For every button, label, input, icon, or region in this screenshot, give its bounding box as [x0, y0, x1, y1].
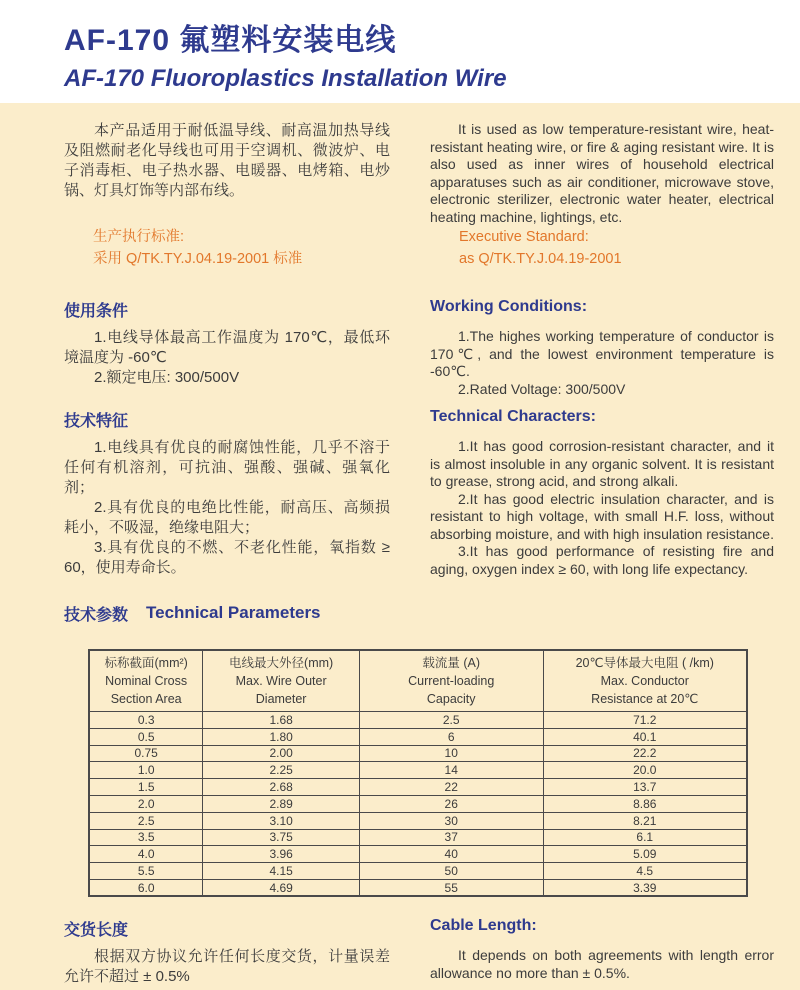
- technical-character-item-en: 1.It has good corrosion-resistant character, and it is almost insoluble in any organic solvent. It is resistant to grease, strong acid, and strong alkali.: [430, 438, 774, 489]
- technical-character-item-en: 2.It has good electric insulation character, and is resistant to high voltage, with small H.F. loss, without absorbing moisture, and with high insulation resistance.: [430, 490, 774, 542]
- table-cell: 40.1: [543, 728, 747, 745]
- working-condition-item-en: 1.The highes working temperature of conductor is 170℃, and the lowest environment temperature is -60℃.: [430, 328, 774, 379]
- technical-characters-section: [64, 438, 774, 588]
- table-cell: 2.25: [203, 762, 360, 779]
- table-cell: 30: [359, 812, 543, 829]
- working-condition-item-zh: 1.电线导体最高工作温度为 170℃，最低环境温度为 -60℃: [64, 329, 390, 366]
- technical-characters-heading-zh: 技术特征: [64, 413, 129, 430]
- table-cell: 1.80: [203, 728, 360, 745]
- technical-character-item-zh: 2.具有优良的电绝比性能，耐高压、高频损耗小，不吸湿，绝缘电阻大；: [64, 499, 390, 536]
- cable-length-text-zh: 根据双方协议允许任何长度交货，计量误差允许不超过 ± 0.5%: [64, 948, 390, 986]
- table-cell: 2.0: [89, 795, 203, 812]
- table-cell: 22: [359, 779, 543, 796]
- table-row: [89, 728, 747, 745]
- column-header-max-outer-diameter: 电线最大外径(mm) Max. Wire Outer Diameter: [203, 650, 360, 712]
- table-cell: 3.75: [203, 829, 360, 846]
- table-cell: 2.5: [359, 712, 543, 729]
- column-header-nominal-cross-section: 标称截面(mm²) Nominal Cross Section Area: [89, 650, 203, 712]
- standard-label-zh: 生产执行标准:: [93, 229, 185, 245]
- document-body: [0, 103, 800, 990]
- table-row: [89, 762, 747, 779]
- page-title-en: AF-170 Fluoroplastics Installation Wire: [64, 65, 507, 92]
- table-cell: 4.69: [203, 879, 360, 896]
- column-header-current-loading-capacity: 载流量 (A) Current-loading Capacity: [359, 650, 543, 712]
- table-header-row: [89, 650, 747, 712]
- technical-character-item-en: 3.It has good performance of resisting fire and aging, oxygen index ≥ 60, with long life expectancy.: [430, 543, 774, 577]
- cable-length-heading-zh: 交货长度: [64, 922, 129, 940]
- table-row: [89, 863, 747, 880]
- table-cell: 0.5: [89, 728, 203, 745]
- intro-paragraph-zh: 本产品适用于耐低温导线、耐高温加热导线及阻燃耐老化导线也可用于空调机、微波炉、电子消毒柜、电子热水器、电暖器、电烤箱、电炒锅、灯具灯饰等内部布线。: [64, 122, 390, 199]
- table-row: [89, 846, 747, 863]
- working-conditions-headings: [64, 298, 774, 328]
- table-cell: 4.15: [203, 863, 360, 880]
- table-row: [89, 712, 747, 729]
- parameters-table-body: [89, 712, 747, 897]
- table-row: [89, 745, 747, 762]
- standard-label-en: Executive Standard:: [459, 229, 589, 245]
- working-conditions-heading-zh: 使用条件: [64, 303, 129, 320]
- table-cell: 0.75: [89, 745, 203, 762]
- table-cell: 3.39: [543, 879, 747, 896]
- table-row: [89, 879, 747, 896]
- intro-section: [64, 121, 774, 226]
- table-cell: 26: [359, 795, 543, 812]
- technical-parameters-heading: [64, 601, 774, 625]
- technical-characters-heading-en: Technical Characters:: [430, 408, 596, 425]
- working-conditions-heading-en: Working Conditions:: [430, 298, 588, 315]
- table-cell: 3.96: [203, 846, 360, 863]
- table-cell: 2.5: [89, 812, 203, 829]
- standard-section: [64, 226, 774, 298]
- table-cell: 2.68: [203, 779, 360, 796]
- table-cell: 4.5: [543, 863, 747, 880]
- technical-characters-headings: [64, 408, 774, 438]
- cable-length-text-en: It depends on both agreements with length error allowance no more than ± 0.5%.: [430, 947, 774, 981]
- technical-character-item-zh: 3.具有优良的不燃、不老化性能，氧指数 ≥ 60，使用寿命长。: [64, 539, 390, 576]
- table-cell: 40: [359, 846, 543, 863]
- working-condition-item-en: 2.Rated Voltage: 300/500V: [458, 380, 626, 397]
- working-conditions-section: [64, 328, 774, 408]
- page-title-zh: AF-170 氟塑料安装电线: [64, 24, 397, 57]
- table-cell: 55: [359, 879, 543, 896]
- table-cell: 1.5: [89, 779, 203, 796]
- cable-length-section: [64, 947, 774, 987]
- table-cell: 6.1: [543, 829, 747, 846]
- table-row: [89, 812, 747, 829]
- working-condition-item-zh: 2.额定电压: 300/500V: [94, 369, 240, 386]
- table-cell: 2.00: [203, 745, 360, 762]
- page-header: [0, 0, 800, 103]
- table-cell: 0.3: [89, 712, 203, 729]
- technical-parameters-heading-zh: 技术参数: [64, 606, 129, 624]
- table-cell: 50: [359, 863, 543, 880]
- table-cell: 3.5: [89, 829, 203, 846]
- table-cell: 6.0: [89, 879, 203, 896]
- technical-character-item-zh: 1.电线具有优良的耐腐蚀性能，几乎不溶于任何有机溶剂，可抗油、强酸、强碱、强氧化剂；: [64, 439, 390, 496]
- table-row: [89, 779, 747, 796]
- table-cell: 1.68: [203, 712, 360, 729]
- technical-parameters-table: [88, 649, 748, 897]
- table-row: [89, 795, 747, 812]
- table-cell: 13.7: [543, 779, 747, 796]
- table-cell: 8.86: [543, 795, 747, 812]
- table-cell: 3.10: [203, 812, 360, 829]
- table-cell: 5.5: [89, 863, 203, 880]
- standard-value-en: as Q/TK.TY.J.04.19-2001: [459, 251, 622, 267]
- table-cell: 5.09: [543, 846, 747, 863]
- column-header-max-conductor-resistance: 20℃导体最大电阻 ( /km) Max. Conductor Resistance at 20℃: [543, 650, 747, 712]
- table-cell: 37: [359, 829, 543, 846]
- table-cell: 2.89: [203, 795, 360, 812]
- table-row: [89, 829, 747, 846]
- table-cell: 14: [359, 762, 543, 779]
- table-cell: 71.2: [543, 712, 747, 729]
- table-cell: 6: [359, 728, 543, 745]
- table-cell: 10: [359, 745, 543, 762]
- standard-value-zh: 采用 Q/TK.TY.J.04.19-2001 标准: [93, 251, 303, 267]
- table-cell: 4.0: [89, 846, 203, 863]
- table-cell: 8.21: [543, 812, 747, 829]
- cable-length-heading-en: Cable Length:: [430, 917, 537, 935]
- table-cell: 22.2: [543, 745, 747, 762]
- table-cell: 20.0: [543, 762, 747, 779]
- technical-parameters-heading-en: Technical Parameters: [146, 603, 321, 622]
- intro-paragraph-en: It is used as low temperature-resistant wire, heat-resistant heating wire, or fire & aging resistant wire. It is also used as inner wires of household electrical apparatuses such as air conditioner, microwave stove, electronic sterilizer, electronic water heater, electrical heating machine, lightings, etc.: [430, 121, 774, 225]
- table-cell: 1.0: [89, 762, 203, 779]
- cable-length-headings: [64, 917, 774, 947]
